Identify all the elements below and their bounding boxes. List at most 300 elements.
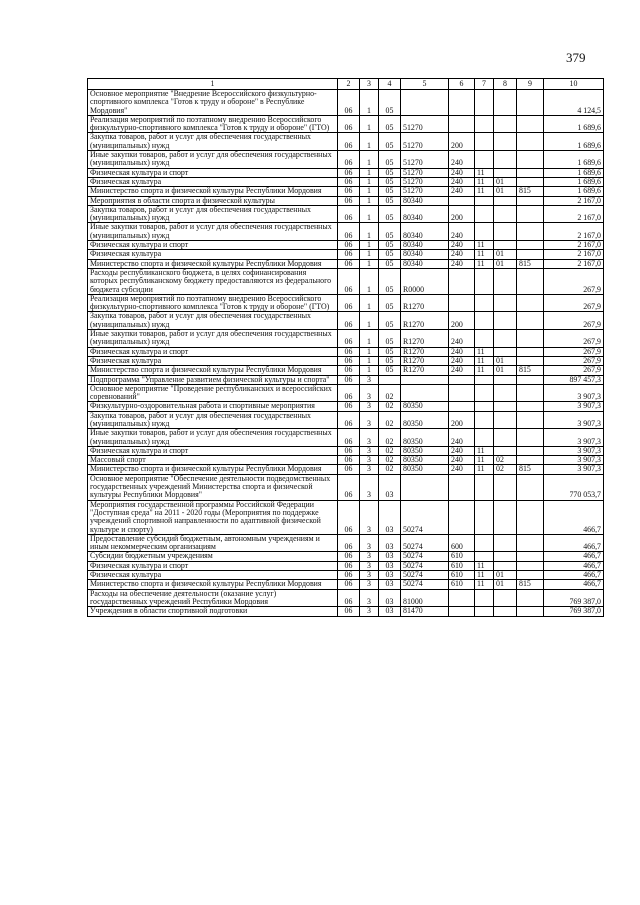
- row-cell-2: 06: [338, 312, 360, 330]
- table-row: [88, 446, 604, 455]
- row-cell-9: [517, 168, 544, 177]
- row-cell-6: 200: [449, 312, 475, 330]
- row-name-cell: Министерство спорта и физической культуры Республики Мордовия: [88, 366, 338, 375]
- row-cell-6: [449, 196, 475, 205]
- row-cell-3: 1: [360, 133, 379, 151]
- row-cell-6: [449, 402, 475, 411]
- table-row: [88, 133, 604, 151]
- table-row: [88, 115, 604, 133]
- row-cell-10: 1 689,6: [544, 177, 604, 186]
- row-cell-2: 06: [338, 561, 360, 570]
- row-cell-5: R1270: [401, 312, 449, 330]
- row-cell-5: 80340: [401, 196, 449, 205]
- row-cell-5: 80350: [401, 456, 449, 465]
- row-cell-7: [475, 534, 494, 552]
- row-cell-3: 3: [360, 607, 379, 616]
- row-cell-10: 1 689,6: [544, 168, 604, 177]
- row-cell-4: 05: [379, 187, 401, 196]
- row-cell-7: [475, 151, 494, 169]
- row-cell-8: [494, 384, 517, 402]
- row-cell-9: [517, 402, 544, 411]
- row-cell-4: 05: [379, 250, 401, 259]
- table-row: [88, 312, 604, 330]
- row-cell-2: 06: [338, 151, 360, 169]
- row-cell-3: 3: [360, 571, 379, 580]
- row-cell-4: 05: [379, 241, 401, 250]
- row-cell-10: 466,7: [544, 580, 604, 589]
- row-cell-4: 02: [379, 446, 401, 455]
- row-cell-9: [517, 330, 544, 348]
- row-cell-10: 1 689,6: [544, 187, 604, 196]
- row-cell-2: 06: [338, 456, 360, 465]
- row-cell-7: [475, 607, 494, 616]
- row-cell-6: 600: [449, 534, 475, 552]
- row-cell-10: 466,7: [544, 561, 604, 570]
- row-name-cell: Реализация мероприятий по поэтапному внедрению Всероссийского физкультурно-спортивного комплекса "Готов к труду и обороне" (ГТО): [88, 294, 338, 312]
- row-cell-3: 3: [360, 446, 379, 455]
- row-cell-3: 3: [360, 500, 379, 534]
- header-cell-2: 2: [338, 79, 360, 90]
- row-cell-8: 01: [494, 356, 517, 365]
- row-cell-7: [475, 500, 494, 534]
- row-cell-4: 02: [379, 465, 401, 474]
- row-cell-2: 06: [338, 500, 360, 534]
- row-name-cell: Физическая культура: [88, 250, 338, 259]
- row-name-cell: Иные закупки товаров, работ и услуг для обеспечения государственных (муниципальных) нужд: [88, 330, 338, 348]
- row-cell-7: [475, 294, 494, 312]
- row-cell-9: [517, 177, 544, 186]
- row-name-cell: Расходы на обеспечение деятельности (оказание услуг) государственных учреждений Республики Мордовия: [88, 589, 338, 607]
- row-cell-5: 50274: [401, 500, 449, 534]
- table-row: [88, 177, 604, 186]
- row-cell-4: 03: [379, 500, 401, 534]
- row-cell-10: 2 167,0: [544, 250, 604, 259]
- row-cell-8: [494, 347, 517, 356]
- row-cell-5: 51270: [401, 151, 449, 169]
- row-cell-9: 815: [517, 465, 544, 474]
- row-cell-5: R1270: [401, 347, 449, 356]
- row-cell-9: [517, 384, 544, 402]
- row-name-cell: Физическая культура и спорт: [88, 241, 338, 250]
- row-name-cell: Министерство спорта и физической культуры Республики Мордовия: [88, 187, 338, 196]
- row-name-cell: Мероприятия государственной программы Российской Федерации "Доступная среда" на 2011 - 2020 годы (Мероприятия по поддержке учреждений спортивной направленности по адаптивной физической культуре и спорту): [88, 500, 338, 534]
- row-cell-9: [517, 561, 544, 570]
- row-cell-3: 3: [360, 552, 379, 561]
- table-body: [88, 90, 604, 617]
- row-cell-9: [517, 90, 544, 116]
- row-cell-5: 50274: [401, 561, 449, 570]
- row-cell-7: [475, 375, 494, 384]
- row-cell-9: [517, 456, 544, 465]
- table-row: [88, 151, 604, 169]
- row-cell-4: 05: [379, 347, 401, 356]
- row-cell-9: [517, 347, 544, 356]
- table-row: [88, 465, 604, 474]
- row-cell-6: 610: [449, 571, 475, 580]
- row-cell-3: 1: [360, 187, 379, 196]
- row-cell-2: 06: [338, 196, 360, 205]
- row-cell-8: [494, 534, 517, 552]
- row-cell-9: [517, 375, 544, 384]
- row-cell-8: [494, 223, 517, 241]
- header-cell-10: 10: [544, 79, 604, 90]
- row-cell-4: 02: [379, 384, 401, 402]
- row-cell-9: 815: [517, 259, 544, 268]
- table-row: [88, 571, 604, 580]
- row-cell-2: 06: [338, 90, 360, 116]
- row-cell-10: 267,9: [544, 366, 604, 375]
- row-cell-9: 815: [517, 187, 544, 196]
- row-cell-3: 1: [360, 356, 379, 365]
- row-cell-10: 3 907,3: [544, 429, 604, 447]
- row-cell-8: 01: [494, 571, 517, 580]
- row-name-cell: Закупка товаров, работ и услуг для обеспечения государственных (муниципальных) нужд: [88, 411, 338, 429]
- table-row: [88, 561, 604, 570]
- row-cell-5: 80340: [401, 223, 449, 241]
- row-cell-7: 11: [475, 250, 494, 259]
- row-cell-7: 11: [475, 465, 494, 474]
- row-cell-9: 815: [517, 580, 544, 589]
- row-cell-9: [517, 429, 544, 447]
- table-row: [88, 456, 604, 465]
- row-cell-2: 06: [338, 250, 360, 259]
- row-cell-3: 3: [360, 465, 379, 474]
- row-cell-2: 06: [338, 607, 360, 616]
- row-cell-7: 11: [475, 580, 494, 589]
- row-cell-2: 06: [338, 223, 360, 241]
- row-cell-6: 240: [449, 223, 475, 241]
- row-cell-4: 03: [379, 474, 401, 500]
- row-name-cell: Иные закупки товаров, работ и услуг для обеспечения государственных (муниципальных) нужд: [88, 223, 338, 241]
- table-row: [88, 168, 604, 177]
- row-cell-2: 06: [338, 168, 360, 177]
- row-cell-5: 50274: [401, 571, 449, 580]
- row-cell-6: 240: [449, 429, 475, 447]
- row-cell-9: [517, 607, 544, 616]
- row-cell-10: 2 167,0: [544, 259, 604, 268]
- row-cell-6: [449, 90, 475, 116]
- row-cell-4: 03: [379, 571, 401, 580]
- header-cell-6: 6: [449, 79, 475, 90]
- row-cell-3: 1: [360, 115, 379, 133]
- row-cell-3: 3: [360, 589, 379, 607]
- table-row: [88, 250, 604, 259]
- row-cell-4: 05: [379, 151, 401, 169]
- row-name-cell: Учреждения в области спортивной подготовки: [88, 607, 338, 616]
- row-cell-4: 05: [379, 90, 401, 116]
- table-row: [88, 90, 604, 116]
- row-cell-7: 11: [475, 446, 494, 455]
- row-cell-7: [475, 196, 494, 205]
- row-cell-10: 267,9: [544, 330, 604, 348]
- row-cell-3: 1: [360, 223, 379, 241]
- row-cell-4: 03: [379, 561, 401, 570]
- row-name-cell: Министерство спорта и физической культуры Республики Мордовия: [88, 465, 338, 474]
- row-cell-10: 267,9: [544, 312, 604, 330]
- row-cell-2: 06: [338, 347, 360, 356]
- row-cell-4: 05: [379, 330, 401, 348]
- header-cell-3: 3: [360, 79, 379, 90]
- row-name-cell: Физическая культура и спорт: [88, 561, 338, 570]
- row-cell-2: 06: [338, 375, 360, 384]
- row-cell-6: 610: [449, 580, 475, 589]
- row-cell-2: 06: [338, 580, 360, 589]
- row-cell-7: 11: [475, 168, 494, 177]
- row-cell-7: 11: [475, 259, 494, 268]
- row-cell-8: [494, 151, 517, 169]
- row-cell-8: 01: [494, 187, 517, 196]
- table-row: [88, 534, 604, 552]
- row-cell-2: 06: [338, 474, 360, 500]
- row-cell-6: [449, 384, 475, 402]
- row-name-cell: Закупка товаров, работ и услуг для обеспечения государственных (муниципальных) нужд: [88, 133, 338, 151]
- row-cell-3: 1: [360, 205, 379, 223]
- row-cell-6: [449, 474, 475, 500]
- row-cell-2: 06: [338, 402, 360, 411]
- table-row: [88, 589, 604, 607]
- row-cell-3: 1: [360, 347, 379, 356]
- row-cell-6: 240: [449, 168, 475, 177]
- row-cell-6: 240: [449, 187, 475, 196]
- row-cell-6: 240: [449, 465, 475, 474]
- row-cell-7: [475, 115, 494, 133]
- row-cell-10: 4 124,5: [544, 90, 604, 116]
- table-row: [88, 429, 604, 447]
- table-row: [88, 223, 604, 241]
- row-cell-6: [449, 607, 475, 616]
- row-cell-9: [517, 446, 544, 455]
- row-name-cell: Предоставление субсидий бюджетным, автономным учреждениям и иным некоммерческим организациям: [88, 534, 338, 552]
- row-cell-3: 1: [360, 250, 379, 259]
- row-cell-8: [494, 589, 517, 607]
- row-cell-2: 06: [338, 552, 360, 561]
- row-name-cell: Основное мероприятие "Внедрение Всероссийского физкультурно-спортивного комплекса "Готов к труду и обороне" в Республике Мордовия": [88, 90, 338, 116]
- row-cell-10: 3 907,3: [544, 384, 604, 402]
- row-cell-2: 06: [338, 534, 360, 552]
- row-cell-10: 3 907,3: [544, 446, 604, 455]
- table-row: [88, 366, 604, 375]
- row-cell-5: 81000: [401, 589, 449, 607]
- row-name-cell: Физкультурно-оздоровительная работа и спортивные мероприятия: [88, 402, 338, 411]
- table-row: [88, 196, 604, 205]
- page-number: 379: [566, 50, 586, 65]
- row-cell-8: [494, 375, 517, 384]
- row-name-cell: Физическая культура и спорт: [88, 446, 338, 455]
- row-cell-3: 1: [360, 90, 379, 116]
- row-name-cell: Закупка товаров, работ и услуг для обеспечения государственных (муниципальных) нужд: [88, 312, 338, 330]
- row-cell-2: 06: [338, 133, 360, 151]
- row-cell-3: 3: [360, 375, 379, 384]
- row-cell-10: 1 689,6: [544, 133, 604, 151]
- row-cell-4: 05: [379, 205, 401, 223]
- row-cell-5: 81470: [401, 607, 449, 616]
- row-cell-3: 1: [360, 330, 379, 348]
- row-cell-7: 11: [475, 177, 494, 186]
- row-cell-10: 2 167,0: [544, 223, 604, 241]
- row-cell-7: [475, 268, 494, 294]
- row-cell-7: 11: [475, 347, 494, 356]
- row-cell-4: 02: [379, 411, 401, 429]
- row-cell-5: 80350: [401, 465, 449, 474]
- table-row: [88, 474, 604, 500]
- row-cell-7: 11: [475, 561, 494, 570]
- row-cell-9: [517, 133, 544, 151]
- row-cell-10: 466,7: [544, 500, 604, 534]
- row-cell-10: 2 167,0: [544, 196, 604, 205]
- row-cell-6: [449, 375, 475, 384]
- row-cell-10: 267,9: [544, 294, 604, 312]
- row-cell-3: 3: [360, 561, 379, 570]
- row-cell-2: 06: [338, 384, 360, 402]
- row-cell-4: 03: [379, 552, 401, 561]
- row-cell-7: [475, 312, 494, 330]
- row-cell-6: 610: [449, 552, 475, 561]
- row-cell-9: [517, 312, 544, 330]
- row-cell-7: [475, 474, 494, 500]
- row-cell-10: 267,9: [544, 356, 604, 365]
- row-cell-3: 1: [360, 259, 379, 268]
- row-cell-5: [401, 375, 449, 384]
- row-name-cell: Физическая культура и спорт: [88, 347, 338, 356]
- row-cell-6: 240: [449, 250, 475, 259]
- row-cell-5: 51270: [401, 187, 449, 196]
- row-cell-4: 05: [379, 356, 401, 365]
- row-cell-3: 1: [360, 196, 379, 205]
- row-cell-9: [517, 205, 544, 223]
- row-cell-9: [517, 474, 544, 500]
- row-name-cell: Физическая культура: [88, 177, 338, 186]
- row-cell-5: 80350: [401, 411, 449, 429]
- row-cell-8: [494, 312, 517, 330]
- row-cell-8: [494, 90, 517, 116]
- row-cell-2: 06: [338, 259, 360, 268]
- row-cell-8: [494, 446, 517, 455]
- table-header: [88, 79, 604, 90]
- row-cell-6: 240: [449, 347, 475, 356]
- row-cell-5: [401, 90, 449, 116]
- row-cell-8: 01: [494, 250, 517, 259]
- row-cell-3: 1: [360, 366, 379, 375]
- table-row: [88, 268, 604, 294]
- row-cell-10: 1 689,6: [544, 115, 604, 133]
- row-cell-6: 200: [449, 133, 475, 151]
- row-name-cell: Иные закупки товаров, работ и услуг для обеспечения государственных (муниципальных) нужд: [88, 429, 338, 447]
- row-cell-5: 50274: [401, 534, 449, 552]
- row-cell-10: 267,9: [544, 268, 604, 294]
- row-cell-4: [379, 375, 401, 384]
- row-cell-5: 80340: [401, 205, 449, 223]
- row-cell-10: 2 167,0: [544, 205, 604, 223]
- row-cell-4: 05: [379, 177, 401, 186]
- row-cell-8: [494, 402, 517, 411]
- row-cell-2: 06: [338, 465, 360, 474]
- row-cell-2: 06: [338, 429, 360, 447]
- row-cell-8: [494, 561, 517, 570]
- row-cell-8: [494, 133, 517, 151]
- row-cell-6: [449, 268, 475, 294]
- row-cell-3: 3: [360, 384, 379, 402]
- row-cell-5: [401, 384, 449, 402]
- table-row: [88, 187, 604, 196]
- row-cell-5: 80350: [401, 402, 449, 411]
- row-cell-6: [449, 294, 475, 312]
- row-cell-4: 05: [379, 133, 401, 151]
- row-cell-3: 3: [360, 411, 379, 429]
- row-cell-5: 80340: [401, 241, 449, 250]
- row-cell-7: 11: [475, 187, 494, 196]
- row-cell-10: 466,7: [544, 552, 604, 561]
- table-row: [88, 294, 604, 312]
- row-cell-7: 11: [475, 571, 494, 580]
- row-cell-7: [475, 90, 494, 116]
- row-cell-3: 3: [360, 456, 379, 465]
- row-cell-2: 06: [338, 177, 360, 186]
- row-cell-8: [494, 205, 517, 223]
- row-cell-3: 1: [360, 241, 379, 250]
- row-cell-6: [449, 500, 475, 534]
- row-cell-9: [517, 294, 544, 312]
- row-cell-8: 01: [494, 177, 517, 186]
- table-row: [88, 411, 604, 429]
- row-cell-10: 3 907,3: [544, 402, 604, 411]
- row-cell-5: R1270: [401, 366, 449, 375]
- row-cell-4: 03: [379, 580, 401, 589]
- row-cell-6: 240: [449, 330, 475, 348]
- row-cell-4: 03: [379, 534, 401, 552]
- row-cell-8: [494, 294, 517, 312]
- row-cell-3: 3: [360, 474, 379, 500]
- row-cell-8: [494, 552, 517, 561]
- table-row: [88, 356, 604, 365]
- row-cell-2: 06: [338, 366, 360, 375]
- row-cell-2: 06: [338, 115, 360, 133]
- row-cell-5: R0000: [401, 268, 449, 294]
- row-cell-10: 769 387,0: [544, 607, 604, 616]
- row-cell-6: 240: [449, 151, 475, 169]
- row-cell-8: [494, 330, 517, 348]
- row-cell-7: [475, 411, 494, 429]
- row-cell-7: [475, 429, 494, 447]
- row-cell-10: 466,7: [544, 534, 604, 552]
- table-row: [88, 552, 604, 561]
- row-cell-6: [449, 115, 475, 133]
- row-cell-2: 06: [338, 446, 360, 455]
- row-cell-9: 815: [517, 366, 544, 375]
- row-cell-9: [517, 268, 544, 294]
- row-cell-10: 770 053,7: [544, 474, 604, 500]
- row-cell-9: [517, 223, 544, 241]
- row-cell-3: 1: [360, 168, 379, 177]
- row-cell-4: 03: [379, 607, 401, 616]
- row-cell-8: [494, 115, 517, 133]
- table-row: [88, 241, 604, 250]
- row-cell-3: 3: [360, 534, 379, 552]
- row-cell-9: [517, 196, 544, 205]
- row-cell-4: 02: [379, 456, 401, 465]
- row-cell-9: [517, 571, 544, 580]
- row-cell-4: 05: [379, 312, 401, 330]
- row-cell-3: 3: [360, 429, 379, 447]
- row-cell-4: 05: [379, 115, 401, 133]
- row-cell-8: [494, 500, 517, 534]
- row-cell-5: 51270: [401, 168, 449, 177]
- row-cell-7: [475, 223, 494, 241]
- row-cell-7: 11: [475, 356, 494, 365]
- row-name-cell: Мероприятия в области спорта и физической культуры: [88, 196, 338, 205]
- row-cell-2: 06: [338, 294, 360, 312]
- row-cell-5: 51270: [401, 115, 449, 133]
- row-cell-6: 240: [449, 366, 475, 375]
